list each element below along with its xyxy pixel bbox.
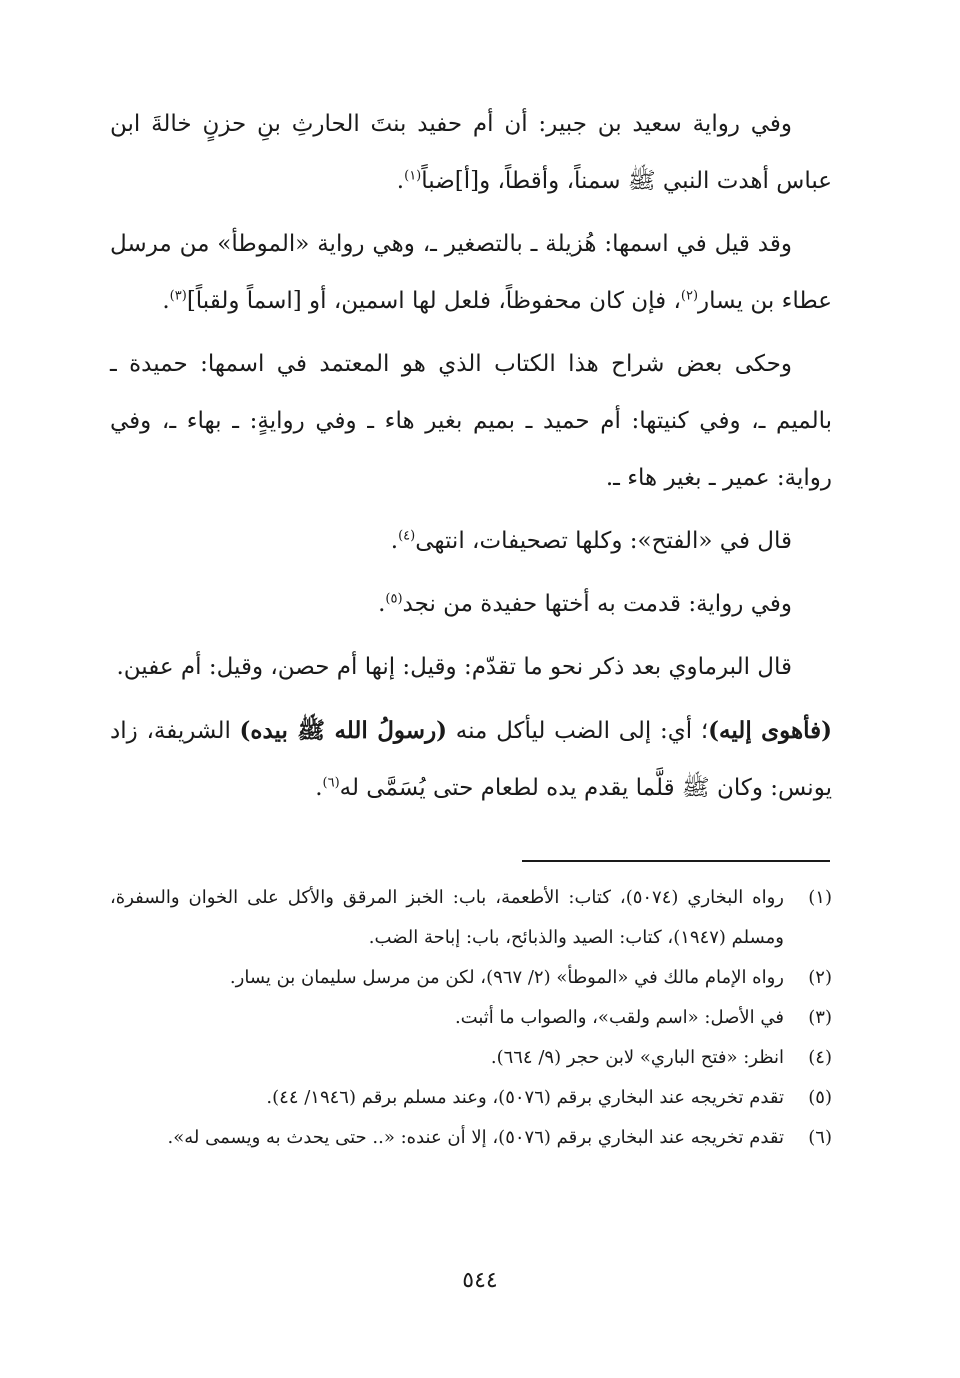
footnote-6 xyxy=(110,1118,832,1158)
paragraph-3-text: وحكى بعض شراح هذا الكتاب الذي هو المعتمد في اسمها: حميدة ـ بالميم ـ، وفي كنيتها: أم حميد ـ بميم بغير هاء ـ وفي روايةٍ: ـ بهاء ـ، وفي رواية: عمير ـ بغير هاء ـ. xyxy=(110,351,832,491)
paragraph-2-end: . xyxy=(162,288,170,314)
footnote-number: (٤) xyxy=(808,1047,832,1068)
paragraph-6 xyxy=(110,639,832,696)
matn-quote-2: (رسولُ الله ﷺ بيده) xyxy=(239,717,448,744)
paragraph-1-text: وفي رواية سعيد بن جبير: أن أم حفيد بنتَ الحارثِ بنِ حزنٍ خالةَ ابن عباس أهدت النبي ﷺ سمناً، وأقطاً، و[أ]ضباً xyxy=(110,111,832,194)
footnote-ref-2[interactable]: (٢) xyxy=(680,288,699,304)
paragraph-1 xyxy=(110,96,832,210)
paragraph-5-text: وفي رواية: قدمت به أختها حفيدة من نجد xyxy=(402,591,792,617)
footnote-ref-3[interactable]: (٣) xyxy=(169,288,187,304)
paragraph-7-text-1: ؛ أي: إلى الضب ليأكل منه xyxy=(447,718,709,744)
footnote-text: تقدم تخريجه عند البخاري برقم (٥٠٧٦)، إلا أن عنده: «.. حتى يحدث به ويسمى له». xyxy=(167,1127,784,1148)
paragraph-7-text-2: الشريفة، زاد يونس: وكان ﷺ قلَّما يقدم يده لطعام حتى يُسَمَّى له xyxy=(110,718,832,801)
footnote-3 xyxy=(110,998,832,1038)
paragraph-5-end: . xyxy=(378,591,386,617)
footnote-ref-4[interactable]: (٤) xyxy=(398,528,416,544)
footnote-text: انظر: «فتح الباري» لابن حجر (٩/ ٦٦٤). xyxy=(490,1047,784,1068)
footnote-text: رواه البخاري (٥٠٧٤)، كتاب: الأطعمة، باب: الخبز المرقق والأكل على الخوان والسفرة، ومسلم (١٩٤٧)، كتاب: الصيد والذبائح، باب: إباحة الضب. xyxy=(110,887,784,948)
footnote-text: تقدم تخريجه عند البخاري برقم (٥٠٧٦)، وعند مسلم برقم (١٩٤٦/ ٤٤). xyxy=(266,1087,784,1108)
paragraph-1-end: . xyxy=(396,168,405,194)
footnote-separator xyxy=(522,860,830,862)
footnotes xyxy=(110,878,832,1158)
main-text xyxy=(110,96,832,823)
paragraph-2 xyxy=(110,216,832,330)
paragraph-4 xyxy=(110,513,832,570)
footnote-number: (٦) xyxy=(808,1127,832,1148)
footnote-ref-1[interactable]: (١) xyxy=(404,168,422,184)
footnote-2 xyxy=(110,958,832,998)
footnote-text: في الأصل: «اسم ولقب»، والصواب ما أثبت. xyxy=(454,1007,784,1028)
footnote-1 xyxy=(110,878,832,958)
paragraph-7-end: . xyxy=(315,775,323,801)
paragraph-2-text: وقد قيل في اسمها: هُزيلة ـ بالتصغير ـ، وهي رواية «الموطأ» من مرسل عطاء بن يسار xyxy=(110,231,832,314)
footnote-number: (٢) xyxy=(808,967,832,988)
paragraph-7 xyxy=(110,702,832,817)
footnote-5 xyxy=(110,1078,832,1118)
footnote-text: رواه الإمام مالك في «الموطأ» (٢/ ٩٦٧)، لكن من مرسل سليمان بن يسار. xyxy=(229,967,784,988)
footnote-ref-5[interactable]: (٥) xyxy=(385,591,403,607)
paragraph-4-text: قال في «الفتح»: وكلها تصحيفات، انتهى xyxy=(415,528,792,554)
paragraph-3 xyxy=(110,336,832,507)
footnote-number: (٣) xyxy=(808,1007,832,1028)
page-number: ٥٤٤ xyxy=(462,1268,498,1293)
footnote-ref-6[interactable]: (٦) xyxy=(322,775,340,791)
matn-quote-1: (فأهوى إليه) xyxy=(708,717,833,744)
footnote-number: (٥) xyxy=(808,1087,832,1108)
paragraph-5 xyxy=(110,576,832,633)
footnote-number: (١) xyxy=(808,887,832,908)
footnote-4 xyxy=(110,1038,832,1078)
paragraph-6-text: قال البرماوي بعد ذكر نحو ما تقدّم: وقيل: إنها أم حصن، وقيل: أم عفين. xyxy=(116,654,792,680)
paragraph-2-text-2: ، فإن كان محفوظاً، فلعل لها اسمين، أو [اسماً ولقباً] xyxy=(186,288,681,314)
paragraph-4-end: . xyxy=(390,528,399,554)
